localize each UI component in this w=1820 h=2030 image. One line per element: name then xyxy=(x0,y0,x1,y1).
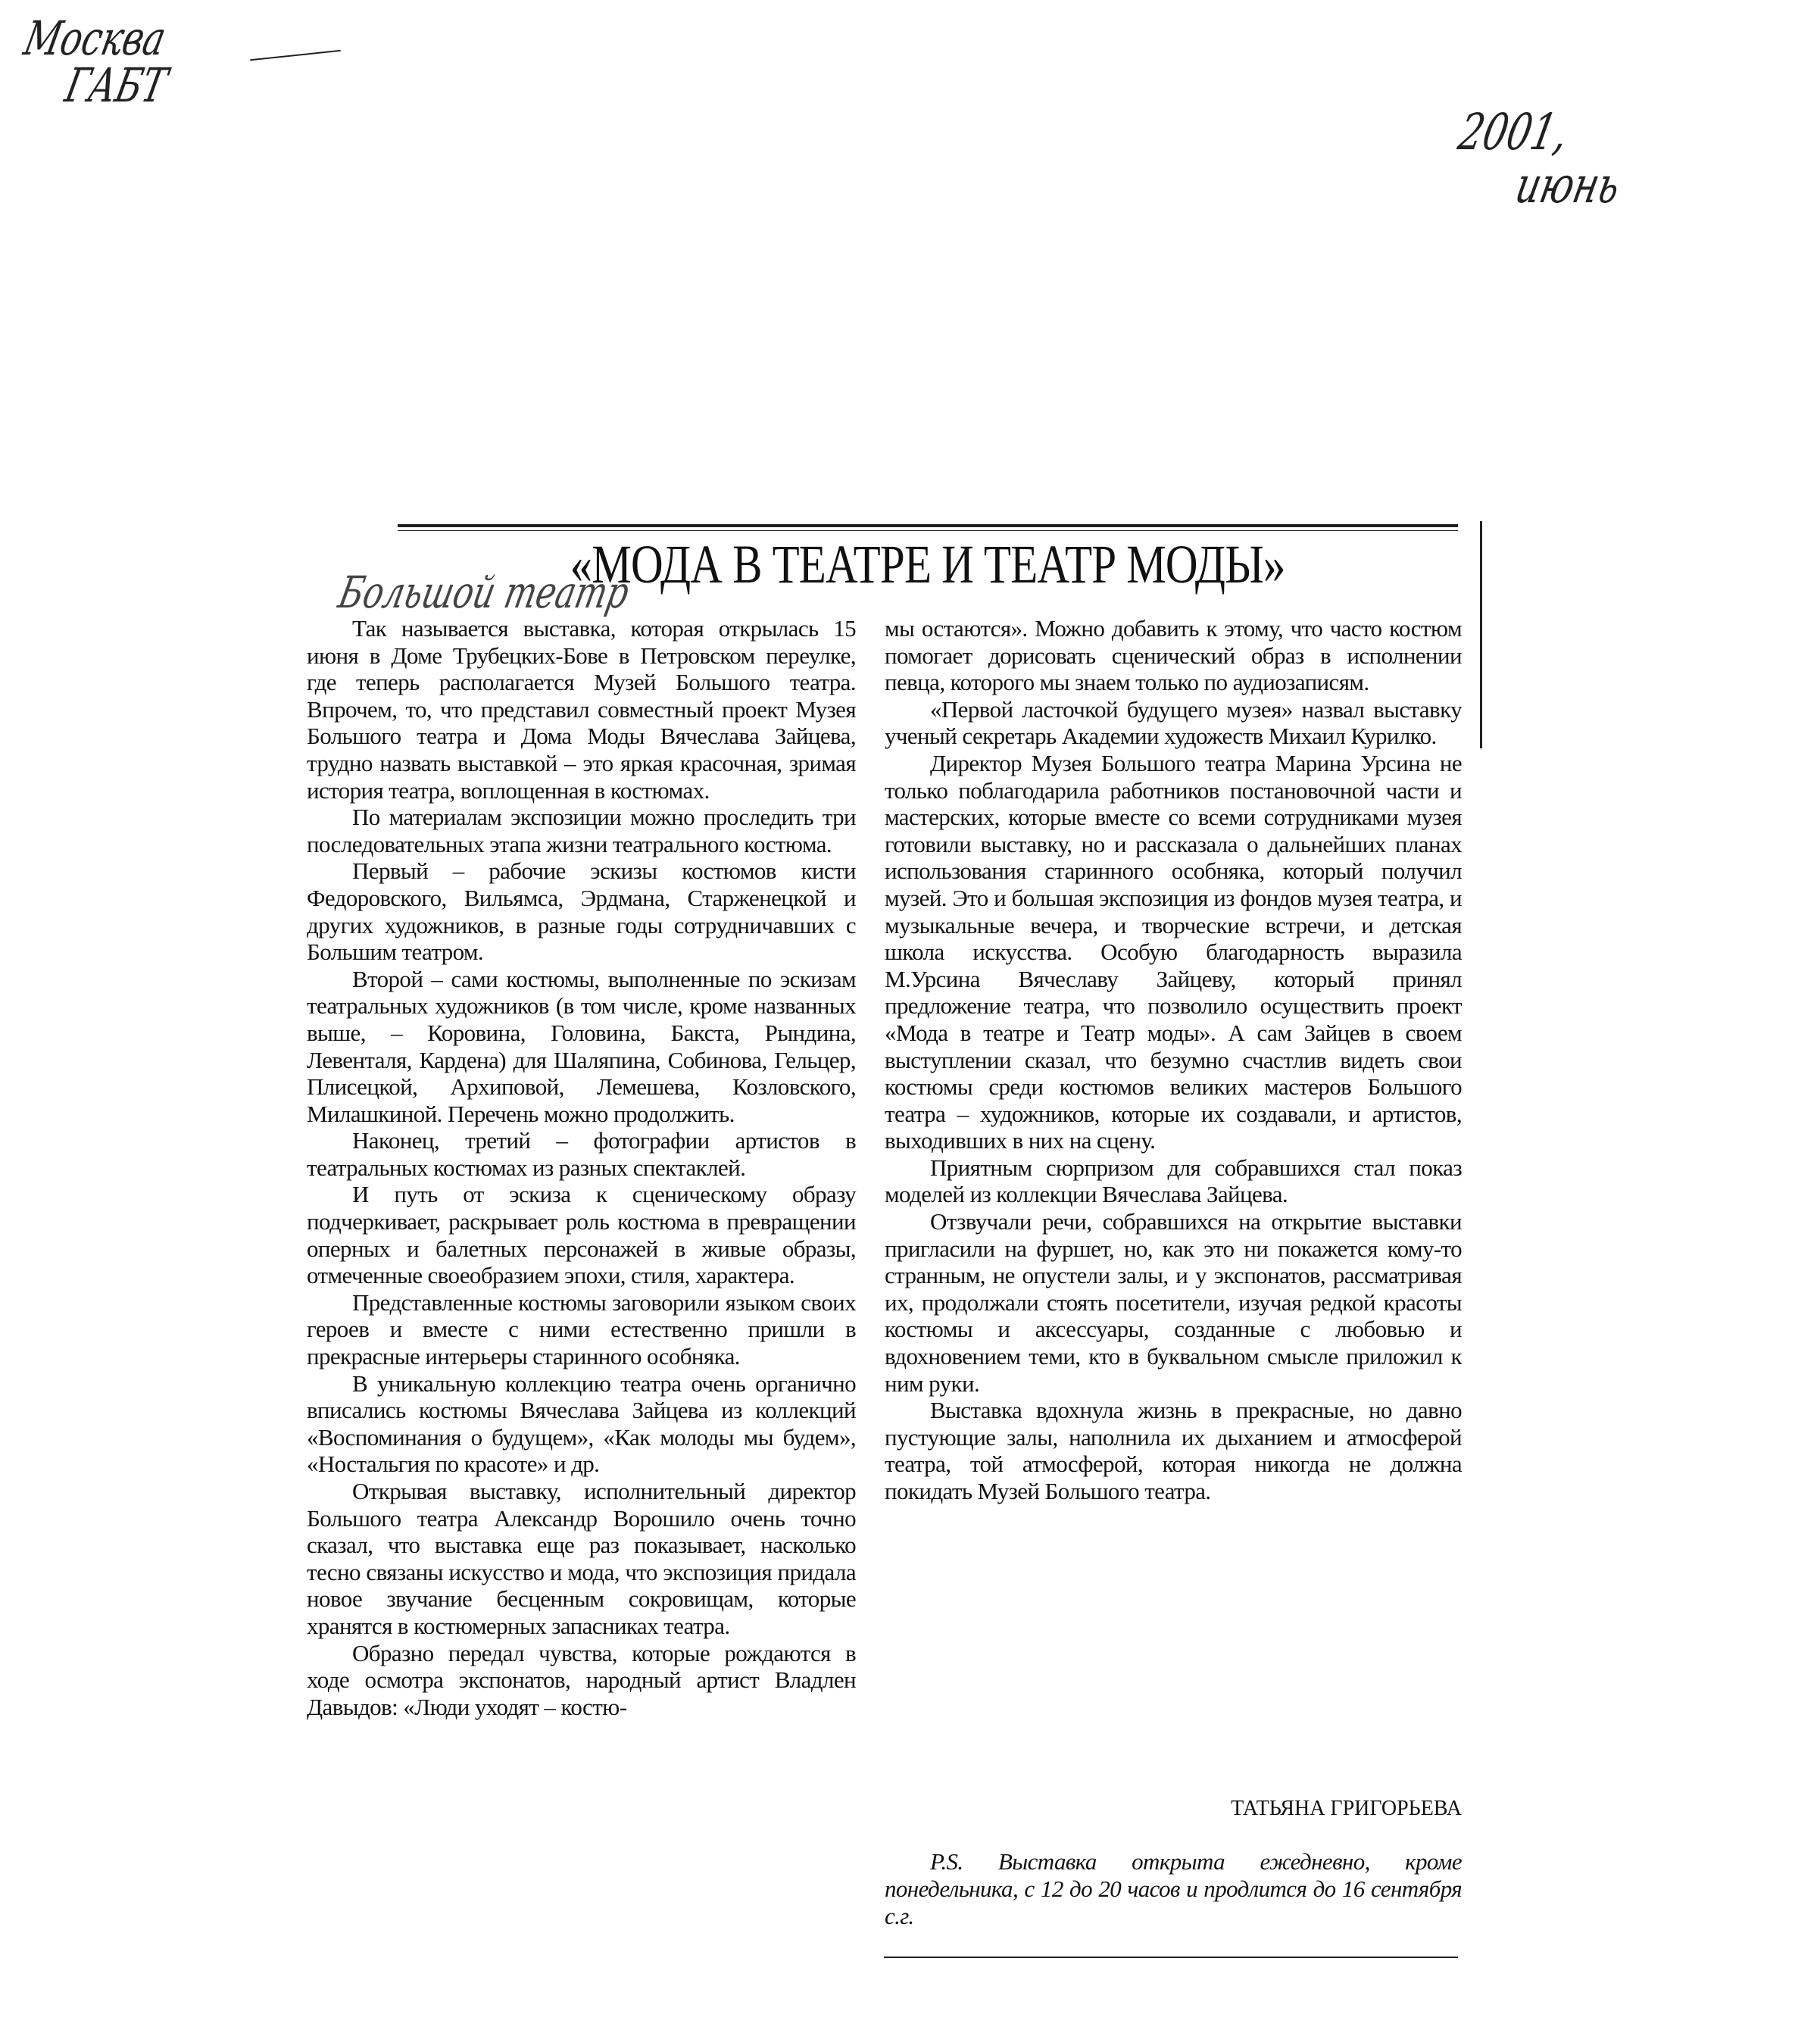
article-column-left xyxy=(307,615,856,1720)
paragraph: Отзвучали речи, собравшихся на открытие выставки пригласили на фуршет, но, как это ни покажется кому-то странным, не опустели залы, и у экспонатов, рассматривая их, продолжали стоять посетители, изучая редкой красоты костюмы и аксессуары, созданные с любовью и вдохновением теми, кто в буквальном смысле приложил к ним руки. xyxy=(885,1208,1462,1397)
handwritten-line: 2001, xyxy=(1453,103,1574,161)
paragraph: Образно передал чувства, которые рождаются в ходе осмотра экспонатов, народный артист Владлен Давыдов: «Люди уходят – костю- xyxy=(307,1639,856,1720)
paragraph: Наконец, третий – фотографии артистов в театральных костюмах из разных спектаклей. xyxy=(307,1127,856,1181)
paragraph: Выставка вдохнула жизнь в прекрасные, но давно пустующие залы, наполнила их дыханием и атмосферой театра, той атмосферой, которая никогда не должна покидать Музей Большого театра. xyxy=(885,1397,1462,1504)
top-rule xyxy=(398,524,1458,527)
right-border-line xyxy=(1480,521,1482,748)
bottom-rule xyxy=(884,1957,1458,1958)
handwritten-underline xyxy=(250,50,341,61)
postscript: P.S. Выставка открыта ежедневно, кроме понедельника, с 12 до 20 часов и продлится до 16 сентября с.г. xyxy=(885,1848,1462,1929)
handwritten-note-top-left xyxy=(11,11,181,113)
paragraph: Открывая выставку, исполнительный директор Большого театра Александр Ворошило очень точно сказал, что выставка еще раз показывает, насколько тесно связаны искусство и мода, что экспозиция придала новое звучание бесценным сокровищам, которые хранятся в костюмерных запасниках театра. xyxy=(307,1478,856,1639)
paragraph: Приятным сюрпризом для собравшихся стал показ моделей из коллекции Вячеслава Зайцева. xyxy=(885,1154,1462,1208)
handwritten-line: Москва xyxy=(19,11,171,66)
handwritten-line: июнь xyxy=(1510,156,1625,214)
paragraph: В уникальную коллекцию театра очень органично вписались костюмы Вячеслава Зайцева из коллекций «Воспоминания о будущем», «Как молоды мы будем», «Ностальгия по красоте» и др. xyxy=(307,1369,856,1478)
top-rule-thin xyxy=(398,530,1458,531)
paragraph: мы остаются». Можно добавить к этому, что часто костюм помогает дорисовать сценический образ в исполнении певца, которого мы знаем только по аудиозаписям. xyxy=(885,615,1462,696)
paragraph: Директор Музея Большого театра Марина Урсина не только поблагодарила работников постановочной части и мастерских, которые вместе со всеми сотрудниками музея готовили выставку, но и рассказала о дальнейших планах использования старинного особняка, который получил музей. Это и большая экспозиция из фондов музея театра, и музыкальные вечера, и творческие встречи, и детская школа искусства. Особую благодарность выразила М.Урсина Вячеславу Зайцеву, который принял предложение театра, что позволило осуществить проект «Мода в театре и Театр моды». А сам Зайцев в своем выступлении сказал, что безумно счастлив видеть свои костюмы среди костюмов великих мастеров Большого театра – художников, которые их создавали, и артистов, выходивших в них на сцену. xyxy=(885,749,1462,1154)
author-signature: ТАТЬЯНА ГРИГОРЬЕВА xyxy=(1231,1797,1462,1820)
article-column-right xyxy=(885,615,1462,1505)
paragraph: Второй – сами костюмы, выполненные по эскизам театральных художников (в том числе, кроме названных выше, – Коровина, Головина, Бакста, Рындина, Левенталя, Кардена) для Шаляпина, Собинова, Гельцер, Плисецкой, Архиповой, Лемешева, Козловского, Милашкиной. Перечень можно продолжить. xyxy=(307,965,856,1127)
paragraph: «Первой ласточкой будущего музея» назвал выставку ученый секретарь Академии художеств Михаил Курилко. xyxy=(885,695,1462,750)
handwritten-line: ГАБТ xyxy=(61,58,172,113)
article-title-text: «МОДА В ТЕАТРЕ И ТЕАТР МОДЫ» xyxy=(570,534,1285,595)
handwritten-note-under-title: Большой театр xyxy=(334,567,634,618)
paragraph: Представленные костюмы заговорили языком своих героев и вместе с ними естественно пришли в прекрасные интерьеры старинного особняка. xyxy=(307,1288,856,1370)
handwritten-note-top-right xyxy=(1443,103,1636,214)
paragraph: По материалам экспозиции можно проследить три последовательных этапа жизни театрального костюма. xyxy=(307,804,856,857)
paragraph: Так называется выставка, которая открылась 15 июня в Доме Трубецких-Бове в Петровском переулке, где теперь располагается Музей Большого театра. Впрочем, то, что представил совместный проект Музея Большого театра и Дома Моды Вячеслава Зайцева, трудно назвать выставкой – это яркая красочная, зримая история театра, воплощенная в костюмах. xyxy=(307,615,856,804)
paragraph: И путь от эскиза к сценическому образу подчеркивает, раскрывает роль костюма в превращении оперных и балетных персонажей в живые образы, отмеченные своеобразием эпохи, стиля, характера. xyxy=(307,1181,856,1289)
paragraph: Первый – рабочие эскизы костюмов кисти Федоровского, Вильямса, Эрдмана, Старженецкой и других художников, в разные годы сотрудничавших с Большим театром. xyxy=(307,857,856,966)
